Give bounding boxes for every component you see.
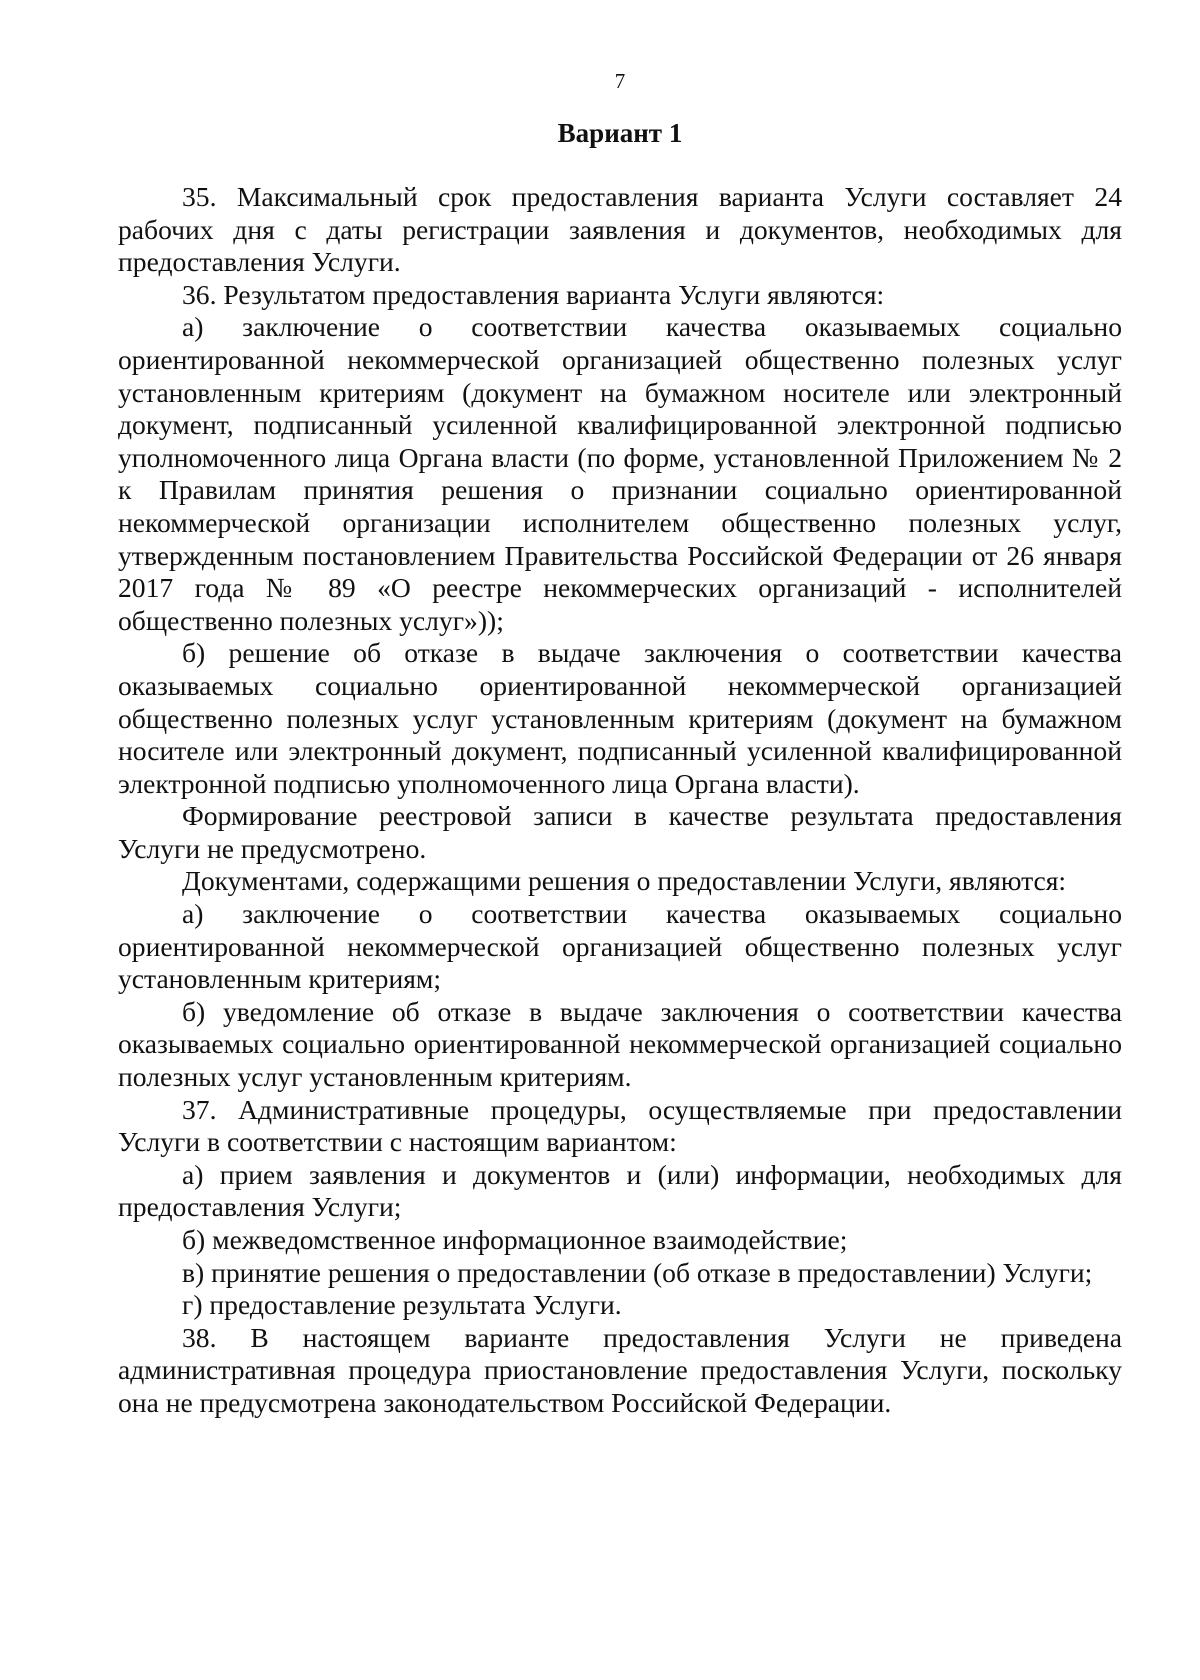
paragraph-37-v: в) принятие решения о предоставлении (об отказе в предоставлении) Услуги;	[182, 1256, 1093, 1288]
paragraph-36-a: а) заключение о соответствии качества оказываемых социально ориентированной некоммерческой организацией общественно полезных услуг установленным критериям (документ на бумажном носителе или электронный документ, подписанный усиленной квалифицированной электронной подписью уполномоченного лица Органа власти (по форме, установленной Приложением № 2 к Правилам принятия решения о признании социально ориентированной некоммерческой организации исполнителем общественно полезных услуг, утвержденным постановлением Правительства Российской Федерации от 26 января 2017 года № 89 «О реестре некоммерческих организаций - исполнителей общественно полезных услуг»));	[118, 311, 1122, 636]
paragraph-35: 35. Максимальный срок предоставления варианта Услуги составляет 24 рабочих дня с даты регистрации заявления и документов, необходимых для предоставления Услуги.	[118, 181, 1122, 278]
paragraph-37-a: а) прием заявления и документов и (или) информации, необходимых для предоставления Услуги;	[118, 1158, 1122, 1223]
paragraph-38: 38. В настоящем варианте предоставления Услуги не приведена административная процедура приостановление предоставления Услуги, поскольку она не предусмотрена законодательством Российской Федерации.	[118, 1321, 1122, 1418]
paragraph-36-b: б) решение об отказе в выдаче заключения о соответствии качества оказываемых социально ориентированной некоммерческой организацией общественно полезных услуг установленным критериям (документ на бумажном носителе или электронный документ, подписанный усиленной квалифицированной электронной подписью уполномоченного лица Органа власти).	[118, 637, 1122, 799]
paragraph-36: 36. Результатом предоставления варианта Услуги являются:	[182, 278, 885, 310]
paragraph-37-b: б) межведомственное информационное взаимодействие;	[182, 1224, 848, 1255]
paragraph-37: 37. Административные процедуры, осуществляемые при предоставлении Услуги в соответствии с настоящим вариантом:	[118, 1093, 1122, 1158]
paragraph-decision-documents: Документами, содержащими решения о предоставлении Услуги, являются:	[182, 865, 1067, 897]
paragraph-decision-a: а) заключение о соответствии качества оказываемых социально ориентированной некоммерческой организацией общественно полезных услуг установленным критериям;	[118, 898, 1122, 995]
section-heading: Вариант 1	[557, 118, 683, 148]
page-number: 7	[614, 69, 626, 93]
paragraph-registry-note: Формирование реестровой записи в качестве результата предоставления Услуги не предусмотрено.	[118, 800, 1122, 864]
document-body	[118, 181, 1122, 1420]
paragraph-decision-b: б) уведомление об отказе в выдаче заключения о соответствии качества оказываемых социально ориентированной некоммерческой организацией социально полезных услуг установленным критериям.	[118, 995, 1122, 1093]
paragraph-37-g: г) предоставление результата Услуги.	[182, 1289, 622, 1321]
